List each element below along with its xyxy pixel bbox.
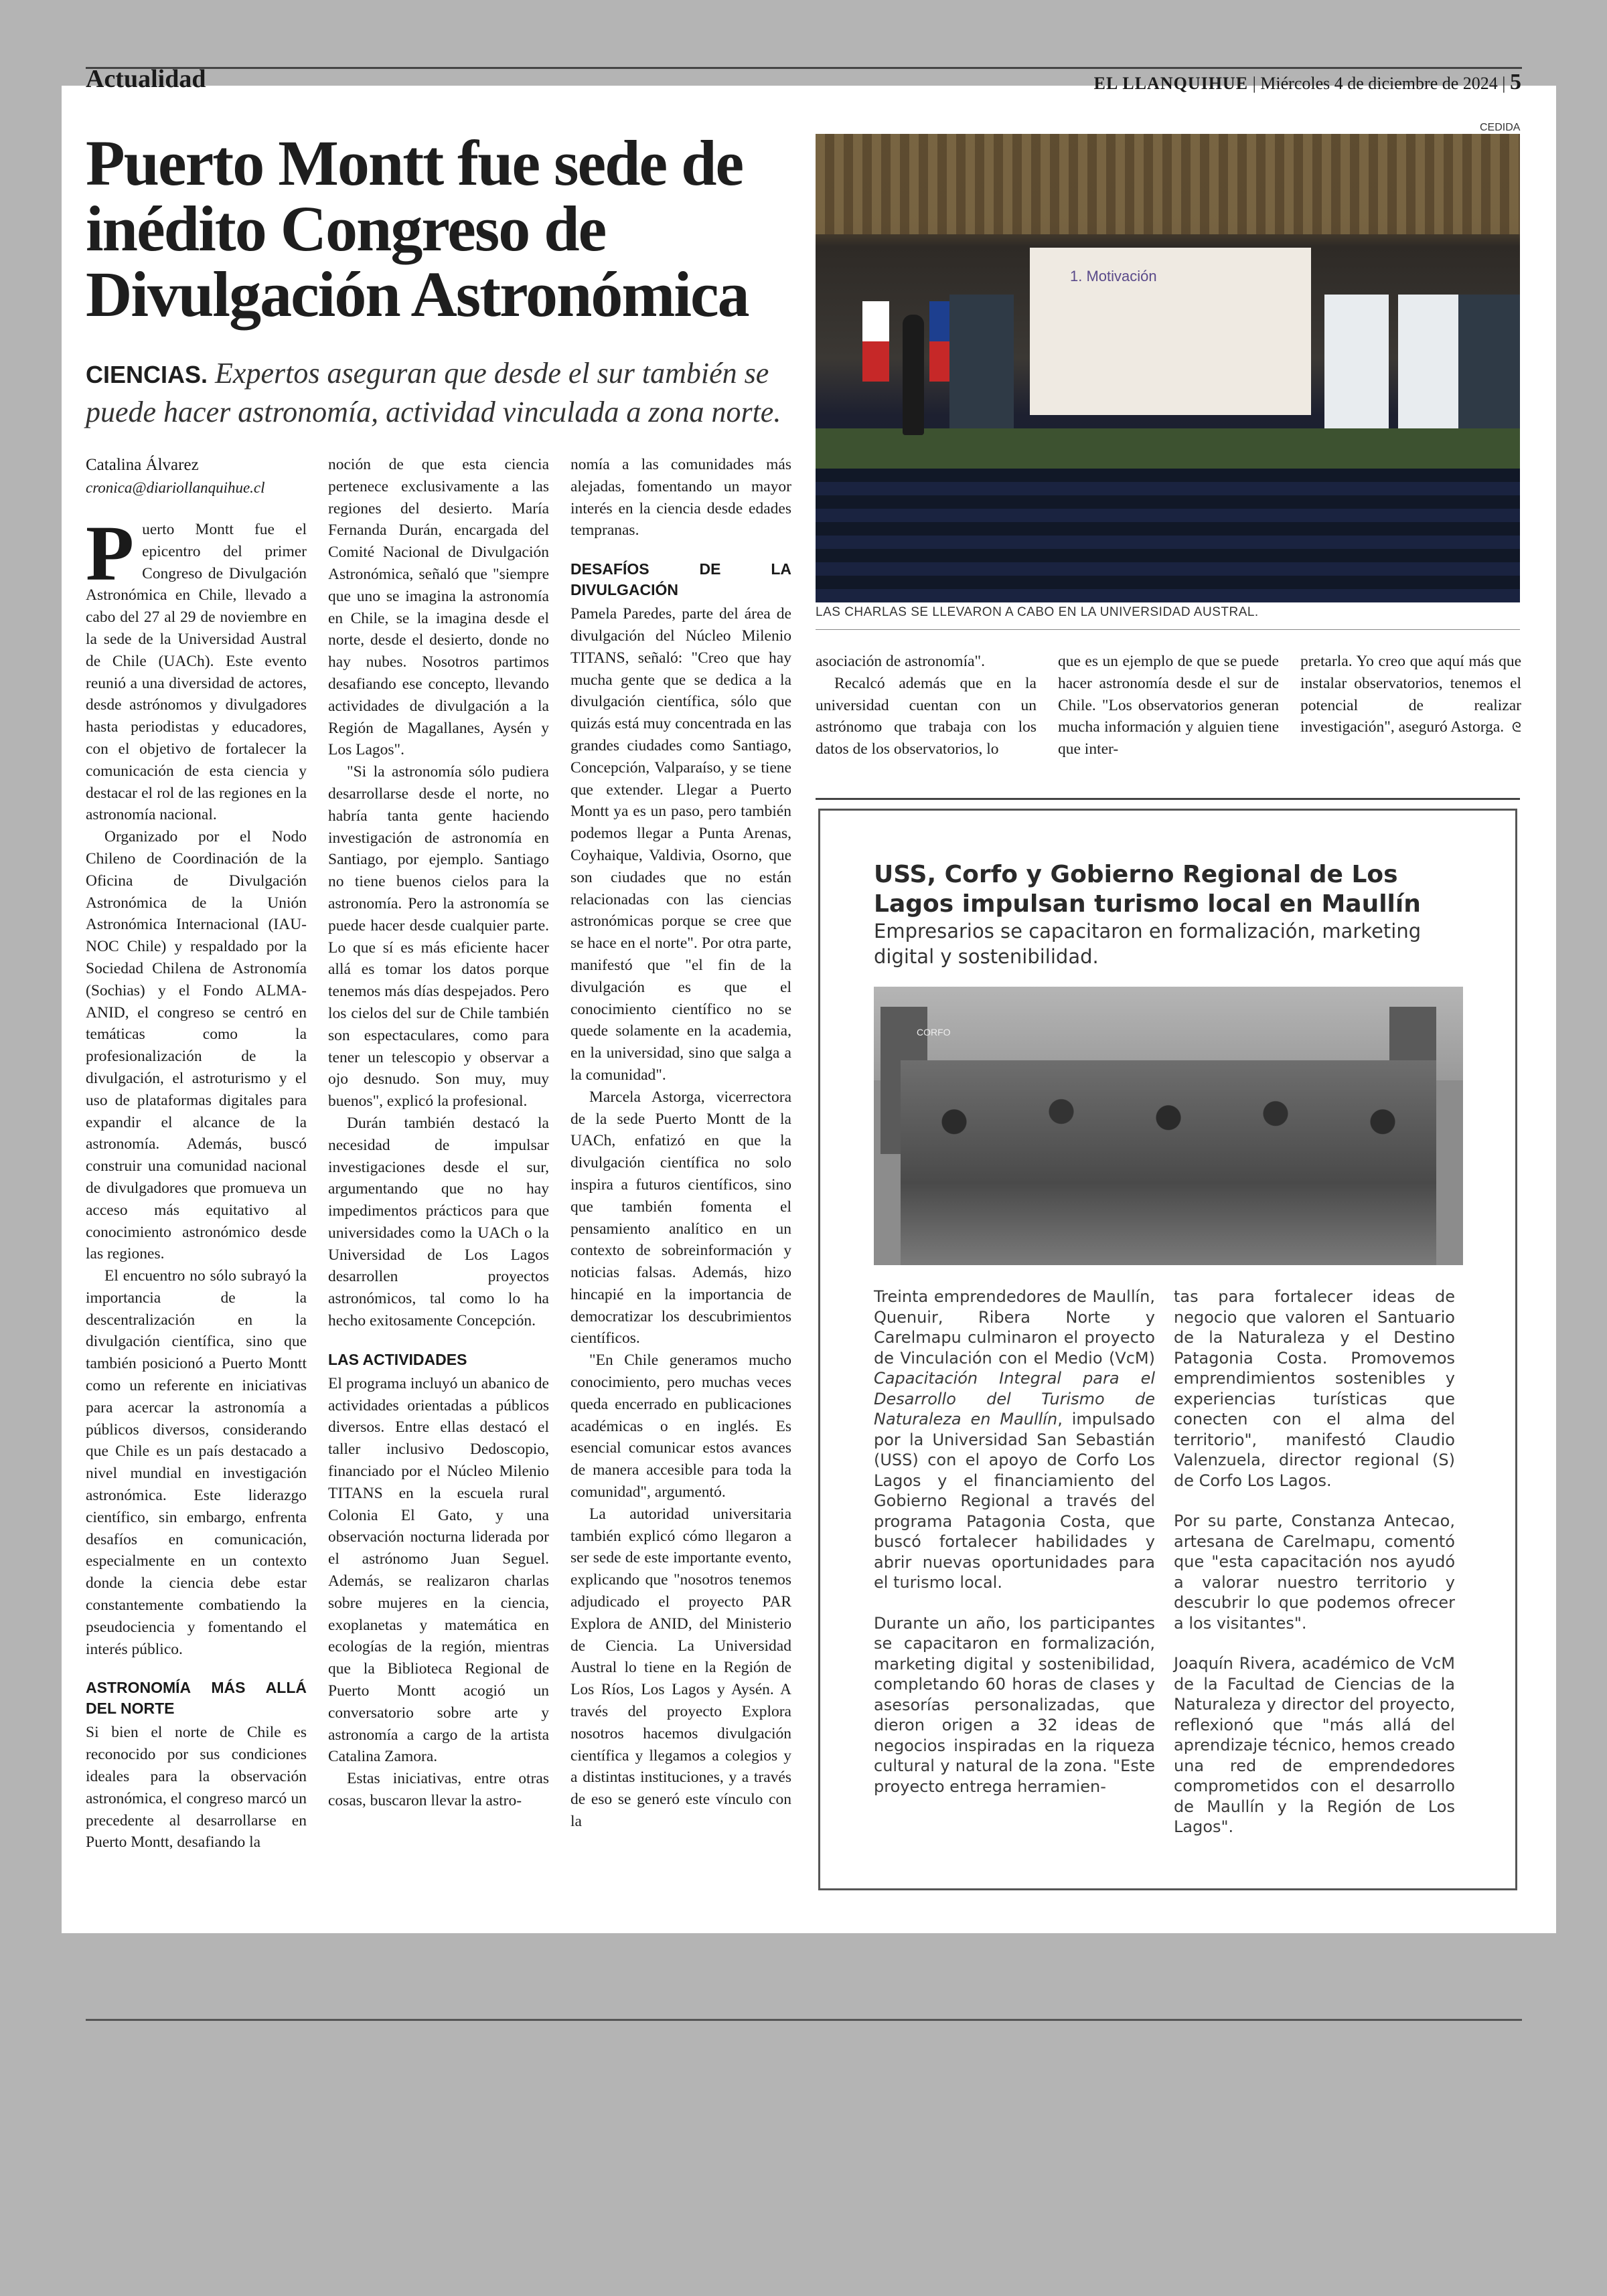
conference-photo[interactable] [816,134,1520,602]
article-column-1 [86,519,307,1904]
paragraph: Por su parte, Constanza Antecao, artesana de Carelmapu, comentó que "esta capacitación nos ayudó a valorar nuestro territorio y descubrir lo que podemos ofrecer a los visitantes". [1174,1511,1455,1633]
slide-title: 1. Motivación [1070,268,1157,284]
subheading: LAS ACTIVIDADES [328,1350,467,1368]
sidebar-column-1 [874,1287,1155,1817]
caption-rule [816,629,1520,630]
article-deck-text: Expertos aseguran que desde el sur también se puede hacer astronomía, actividad vinculada a zona norte. [86,357,781,428]
paragraph [1300,651,1521,738]
flag-shape [862,301,889,382]
group-photo[interactable] [874,987,1463,1265]
newspaper-name: EL LLANQUIHUE [1093,74,1249,93]
paragraph: que es un ejemplo de que se puede hacer astronomía desde el sur de Chile. "Los observatorios generan mucha información y alguien tiene que inter- [1058,653,1279,758]
group-of-people [901,1060,1436,1265]
article-column-2 [328,454,549,1906]
author-name: Catalina Álvarez [86,456,199,474]
footer-rule [86,2019,1522,2021]
paragraph: asociación de astronomía". [816,653,985,670]
speaker-figure [903,315,924,435]
subheading: ASTRONOMÍA MÁS ALLÁ DEL NORTE [86,1679,307,1718]
corfo-label: CORFO [917,1027,951,1038]
photo-credit: CEDIDA [1480,122,1521,133]
paragraph: Marcela Astorga, vicerrectora de la sede Puerto Montt de la UACh, enfatizó en que la divulgación científica no solo inspira a futuros científicos, sino que también fomenta el pensamiento analítico en un contexto de sobreinformación y noticias falsas. Además, hizo hincapié en la importancia de democratizar los descubrimientos científicos. [570,1088,791,1347]
paragraph: noción de que esta ciencia pertenece exclusivamente a las regiones del desierto. María Fernanda Durán, encargada del Comité Nacional de Divulgación Astronómica, señaló que "siempre que uno se imagina la astronomía en Chile, se la imagina desde el norte, desde el desierto, donde no hay nubes. Nosotros partimos desafiando ese concepto, llevando actividades de divulgación a la Región de Magallanes, Aysén y Los Lagos". [328,456,549,759]
projection-screen [1030,248,1311,415]
sidebar-column-2 [1174,1287,1455,1858]
audience-seats [816,469,1520,602]
paragraph: tas para fortalecer ideas de negocio que valoren el Santuario de la Naturaleza y el Destino Patagonia Costa. Promovemos emprendimientos sostenibles y experiencias turísticas que conecten con el alma del territorio", manifestó Claudio Valenzuela, director regional (S) de Corfo Los Lagos. [1174,1287,1455,1490]
paragraph: Estas iniciativas, entre otras cosas, buscaron llevar la astro- [328,1770,549,1810]
paragraph: El encuentro no sólo subrayó la importancia de la descentralización en la divulgación científica, sino que también posicionó a Puerto Montt como un referente en iniciativas para acercar la astronomía a públicos diversos, considerando que Chile es un país destacado a nivel mundial en investigación astronómica. Este liderazgo científico, sin embargo, enfrenta desafíos en comunicación, especialmente en un contexto donde la ciencia debe estar constantemente combatiendo la pseudociencia y fomentando el interés público. [86,1267,307,1658]
author-email[interactable]: cronica@diariollanquihue.cl [86,479,265,496]
paragraph: La autoridad universitaria también explicó cómo llegaron a ser sede de este importante evento, explicando que "nosotros tenemos adjudicado el proyecto PAR Explora de ANID, del Ministerio de Ciencia. La Universidad Austral lo tiene en la Región de Los Ríos, Los Lagos y Aysén. A través del proyecto Explora nosotros hacemos divulgación científica y llegamos a colegios y a distintas instituciones, y a través de eso se generó este vínculo con la [570,1505,791,1831]
section-label: Actualidad [86,65,206,93]
sidebar-article-deck: Empresarios se capacitaron en formalización, marketing digital y sostenibilidad. [874,920,1422,968]
drop-cap: P [86,519,135,597]
paragraph: Durán también destacó la necesidad de impulsar investigaciones desde el sur, argumentando que no hay impedimentos prácticos para que universidades como la UACh o la Universidad de Los Lagos desarrollen proyectos astronómicos, tal como lo ha hecho exitosamente Concepción. [328,1114,549,1330]
page-number: 5 [1510,70,1521,94]
photo-ceiling [816,134,1520,234]
project-name: Capacitación Integral para el Desarrollo del Turismo de Naturaleza en Maullín [874,1369,1155,1428]
byline [86,454,313,499]
article-column-6 [1300,651,1521,771]
article-column-5 [1058,651,1279,771]
page-folio: EL LLANQUIHUE | Miércoles 4 de diciembre de 2024 | 5 [1093,70,1521,94]
paragraph [874,1287,1155,1593]
subheading: DESAFÍOS DE LA DIVULGACIÓN [570,560,791,599]
sidebar-article-title: USS, Corfo y Gobierno Regional de Los Lagos impulsan turismo local en Maullín [874,861,1421,918]
photo-caption: LAS CHARLAS SE LLEVARON A CABO EN LA UNIVERSIDAD AUSTRAL. [816,605,1259,619]
section-divider [816,798,1520,800]
paragraph [86,519,307,826]
article-deck [86,355,809,431]
paragraph-text: uerto Montt fue el epicentro del primer Congreso de Divulgación Astronómica en Chile, llevado a cabo del 27 al 29 de noviembre en la sede de la Universidad Austral de Chile (UACh). Este evento reunió a una diversidad de actores, desde astrónomos y divulgadores hasta periodistas y educadores, con el objetivo de fortalecer la comunicación de esta ciencia y destacar el rol de las regiones en la astronomía nacional. [86,521,307,824]
paragraph: "En Chile generamos mucho conocimiento, pero muchas veces queda encerrado en publicaciones académicas o en inglés. Es esencial comunicar estos avances de manera accesible para toda la comunidad", argumentó. [570,1351,791,1501]
paragraph: nomía a las comunidades más alejadas, fomentando un mayor interés en la ciencia desde edades tempranas. [570,456,791,540]
article-column-4 [816,651,1037,771]
paragraph: Durante un año, los participantes se capacitaron en formalización, marketing digital y sostenibilidad, completando 60 horas de clases y asesorías personalizadas, que dieron origen a 32 ideas de negocios inspiradas en la riqueza cultural y natural de la zona. "Este proyecto entrega herramien- [874,1613,1155,1796]
paragraph: Pamela Paredes, parte del área de divulgación del Núcleo Milenio TITANS, señaló: "Creo que hay mucha gente que se dedica a la divulgación científica, sólo que quizás está muy concentrada en las grandes ciudades como Santiago, Concepción, Valparaíso, y se tiene que extender. Llegar a Puerto Montt ya es un paso, pero también podemos llegar a Punta Arenas, Coyhaique, Valdivia, Osorno, que son ciudades que no están relacionadas con las ciencias astronómicas porque se cree que se hace en el norte". Por otra parte, manifestó que "el fin de la divulgación es que el conocimiento científico no se quede solamente en la academia, en la universidad, sino que salga a la comunidad". [570,605,791,1084]
paragraph: Joaquín Rivera, académico de VcM de la Facultad de Ciencias de la Naturaleza y director del proyecto, reflexionó que "más allá del aprendizaje técnico, hemos creado una red de emprendedores comprometidos con el desarrollo de Maullín y la Región de Los Lagos". [1174,1654,1456,1836]
paragraph: Organizado por el Nodo Chileno de Coordinación de la Oficina de Divulgación Astronómica de la Unión Astronómica Internacional (IAU-NOC Chile) y respaldado por la Sociedad Chilena de Astronomía (Sochias) y el Fondo ALMA-ANID, el congreso se centró en temáticas como la profesionalización de la divulgación, el astroturismo y el uso de plataformas digitales para expandir el alcance de la astronomía. Además, buscó construir una comunidad nacional de divulgadores que promueva un acceso más equitativo al conocimiento astronómico desde las regiones. [86,828,307,1263]
paragraph: El programa incluyó un abanico de actividades orientadas a públicos diversos. Entre ellas destacó el taller inclusivo Dedoscopio, financiado por el Núcleo Milenio TITANS en la escuela rural Colonia El Gato, y una observación nocturna liderada por el astrónomo Juan Seguel. Además, se realizaron charlas sobre mujeres en la ciencia, exoplanetas y matemática en ecologías de la región, mientras que la Biblioteca Regional de Puerto Montt acogió un conversatorio sobre arte y astronomía a cargo de la artista Catalina Zamora. [328,1374,549,1766]
article-headline: Puerto Montt fue sede de inédito Congreso de Divulgación Astronómica [86,127,749,330]
article-kicker: CIENCIAS. [86,361,208,388]
header-rule [86,67,1522,69]
paragraph-text: pretarla. Yo creo que aquí más que instalar observatorios, tenemos el potencial de realizar investigación", aseguró Astorga. [1300,653,1521,736]
issue-date: Miércoles 4 de diciembre de 2024 [1260,74,1498,93]
paragraph: "Si la astronomía sólo pudiera desarrollarse desde el norte, no habría tanta gente haciendo investigación de astronomía en Santiago, por ejemplo. Santiago no tiene buenos cielos para la astronomía. Pero la astronomía se puede hacer desde cualquier parte. Lo que sí es más eficiente hacer allá es tomar los datos porque tenemos más días despejados. Pero los cielos del sur de Chile también son espectaculares, como para tener un telescopio y observar a ojo desnudo. Son muy, muy buenos", explicó la profesional. [328,763,549,1111]
end-mark-icon: ᘓ [1511,719,1521,736]
article-column-3 [570,454,791,1906]
paragraph-text: Treinta emprendedores de Maullín, Quenuir, Ribera Norte y Carelmapu culminaron el proyecto de Vinculación con el Medio (VcM) [874,1287,1155,1368]
paragraph: Si bien el norte de Chile es reconocido por sus condiciones ideales para la observación astronómica, el congreso marcó un precedente al desarrollarse en Puerto Montt, desafiando la [86,1724,307,1852]
paragraph-text: , impulsado por la Universidad San Sebastián (USS) con el apoyo de Corfo Los Lagos y el financiamiento del Gobierno Regional a través del programa Patagonia Costa, que buscó fortalecer habilidades y abrir nuevas oportunidades para el turismo local. [874,1410,1156,1592]
paragraph: Recalcó además que en la universidad cuentan con un astrónomo que trabaja con los datos de los observatorios, lo [816,674,1037,758]
